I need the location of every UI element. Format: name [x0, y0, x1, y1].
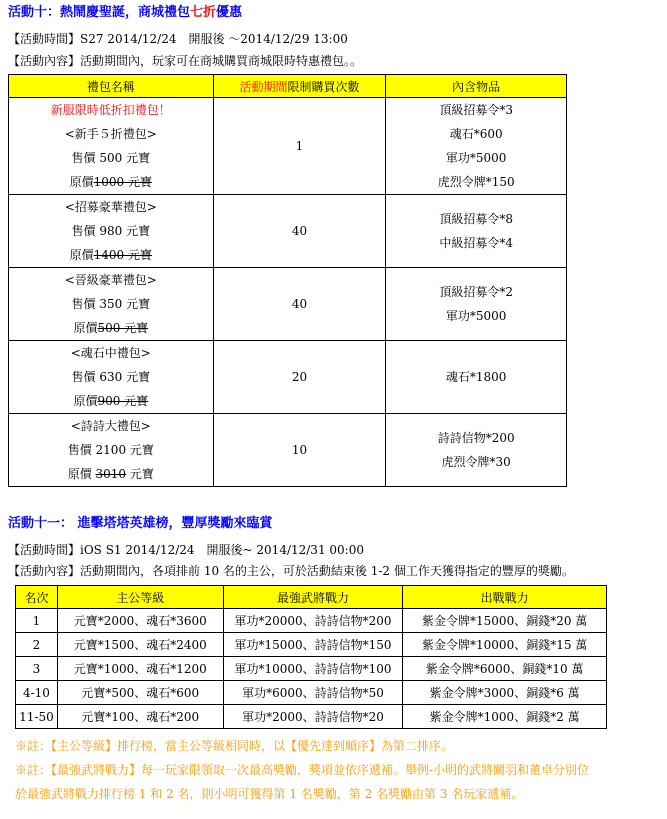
rank-cell: 11-50	[16, 705, 58, 729]
items-cell	[386, 195, 567, 268]
event10-title-highlight: 七折	[190, 5, 217, 20]
items-cell	[386, 98, 567, 195]
item: 虎烈令牌*30	[441, 455, 511, 469]
package-cell	[9, 98, 214, 195]
header-limit-text: 限制購買次數	[287, 79, 360, 94]
header-lord-level: 主公等級	[57, 586, 223, 609]
table-row	[9, 98, 567, 195]
item: 頂級招募令*2	[439, 285, 513, 299]
table-row	[16, 681, 607, 705]
header-strongest-general: 最強武將戰力	[223, 586, 403, 609]
table-row	[16, 705, 607, 729]
reward-cell: 紫金令牌*3000、銅錢*6 萬	[403, 681, 607, 705]
rank-cell: 4-10	[16, 681, 58, 705]
event11-content: 【活動內容】活動期間內，各項排前 10 名的主公，可於活動結束後 1-2 個工作天獲得指定的豐厚的獎勵。	[8, 564, 574, 578]
limit-cell: 1	[213, 98, 386, 195]
limit-cell: 10	[213, 414, 386, 487]
header-limit-period: 活動期間	[239, 79, 288, 94]
header-rank: 名次	[16, 586, 58, 609]
reward-cell: 元寶*1500、魂石*2400	[57, 633, 223, 657]
package-price: 售價 500 元寶	[71, 151, 151, 165]
items-cell	[386, 341, 567, 414]
event10-content: 【活動內容】活動期間內，玩家可在商城購買商城限時特惠禮包。。	[8, 54, 363, 68]
reward-cell: 元寶*100、魂石*200	[57, 705, 223, 729]
reward-cell: 紫金令牌*10000、銅錢*15 萬	[403, 633, 607, 657]
item: 魂石*600	[449, 127, 503, 141]
table-row	[9, 195, 567, 268]
item: 軍功*5000	[445, 309, 507, 323]
package-name: <新手５折禮包>	[64, 127, 157, 141]
header-limit	[213, 75, 386, 98]
reward-cell: 紫金令牌*15000、銅錢*20 萬	[403, 609, 607, 633]
reward-cell: 元寶*1000、魂石*1200	[57, 657, 223, 681]
event10-title-suffix: 優惠	[216, 5, 243, 20]
table-row	[16, 657, 607, 681]
table-row	[9, 414, 567, 487]
rank-cell: 3	[16, 657, 58, 681]
table-header-row	[16, 586, 607, 609]
item: 虎烈令牌*150	[437, 175, 515, 189]
package-name: <招募豪華禮包>	[64, 200, 157, 214]
reward-cell: 軍功*20000、詩詩信物*200	[223, 609, 403, 633]
note-strongest-general: ※註：【最強武將戰力】每一玩家限領取一次最高獎勵，獎項並依序遞補。舉例-小明的武將關羽和董卓分別位	[15, 763, 590, 777]
reward-cell: 元寶*500、魂石*600	[57, 681, 223, 705]
note-strongest-general-cont: 於最強武將戰力排行榜 1 和 2 名，則小明可獲得第 1 名獎勵，第 2 名獎勵由第 3 名玩家遞補。	[15, 787, 524, 801]
item: 頂級招募令*8	[439, 212, 513, 226]
event10-title	[8, 5, 242, 21]
package-original-price: 原價1400 元寶	[69, 248, 152, 262]
event10-time: 【活動時間】S27 2014/12/24 開服後 ～2014/12/29 13:00	[8, 32, 348, 46]
package-price: 售價 2100 元寶	[67, 443, 154, 457]
reward-cell: 紫金令牌*6000、銅錢*10 萬	[403, 657, 607, 681]
rank-cell: 1	[16, 609, 58, 633]
rank-cell: 2	[16, 633, 58, 657]
package-original-price: 原價500 元寶	[73, 321, 149, 335]
item: 頂級招募令*3	[439, 103, 513, 117]
table-row	[16, 633, 607, 657]
reward-cell: 軍功*10000、詩詩信物*100	[223, 657, 403, 681]
header-package-name: 禮包名稱	[9, 75, 214, 98]
event11-title: 活動十一： 進擊塔塔英雄榜，豐厚獎勵來臨賞	[8, 516, 273, 531]
package-cell	[9, 341, 214, 414]
note-lord-level: ※註：【主公等級】排行榜，當主公等級相同時，以【優先達到順序】為第二排序。	[15, 739, 454, 753]
package-original-price: 原價900 元寶	[73, 394, 149, 408]
package-price: 售價 630 元寶	[71, 370, 151, 384]
items-cell	[386, 414, 567, 487]
item: 詩詩信物*200	[437, 431, 515, 445]
item: 軍功*5000	[445, 151, 507, 165]
table-row	[9, 341, 567, 414]
reward-cell: 軍功*15000、詩詩信物*150	[223, 633, 403, 657]
package-price: 售價 980 元寶	[71, 224, 151, 238]
package-original-price: 原價1000 元寶	[69, 175, 152, 189]
package-original-price: 原價 3010 元寶	[67, 467, 154, 481]
reward-cell: 軍功*2000、詩詩信物*20	[223, 705, 403, 729]
table-row	[16, 609, 607, 633]
package-name: <魂石中禮包>	[70, 346, 151, 360]
package-name: <晉級豪華禮包>	[64, 273, 157, 287]
package-cell	[9, 268, 214, 341]
event10-title-prefix: 活動十：熱鬧慶聖誕，商城禮包	[8, 5, 191, 20]
header-battle-power: 出戰戰力	[403, 586, 607, 609]
limit-cell: 20	[213, 341, 386, 414]
event11-ranking-table	[15, 585, 607, 729]
table-header-row	[9, 75, 567, 98]
package-name: <詩詩大禮包>	[70, 419, 151, 433]
reward-cell: 軍功*6000、詩詩信物*50	[223, 681, 403, 705]
limit-cell: 40	[213, 195, 386, 268]
item: 中級招募令*4	[439, 236, 513, 250]
event10-package-table	[8, 74, 567, 487]
package-cell	[9, 414, 214, 487]
reward-cell: 紫金令牌*1000、銅錢*2 萬	[403, 705, 607, 729]
event11-time: 【活動時間】iOS S1 2014/12/24 開服後~ 2014/12/31 00:00	[8, 543, 364, 557]
items-cell	[386, 268, 567, 341]
limit-cell: 40	[213, 268, 386, 341]
reward-cell: 元寶*2000、魂石*3600	[57, 609, 223, 633]
new-server-label: 新服限時低折扣禮包！	[50, 103, 171, 117]
package-cell	[9, 195, 214, 268]
package-price: 售價 350 元寶	[71, 297, 151, 311]
table-row	[9, 268, 567, 341]
item: 魂石*1800	[445, 370, 507, 384]
header-items: 內含物品	[386, 75, 567, 98]
